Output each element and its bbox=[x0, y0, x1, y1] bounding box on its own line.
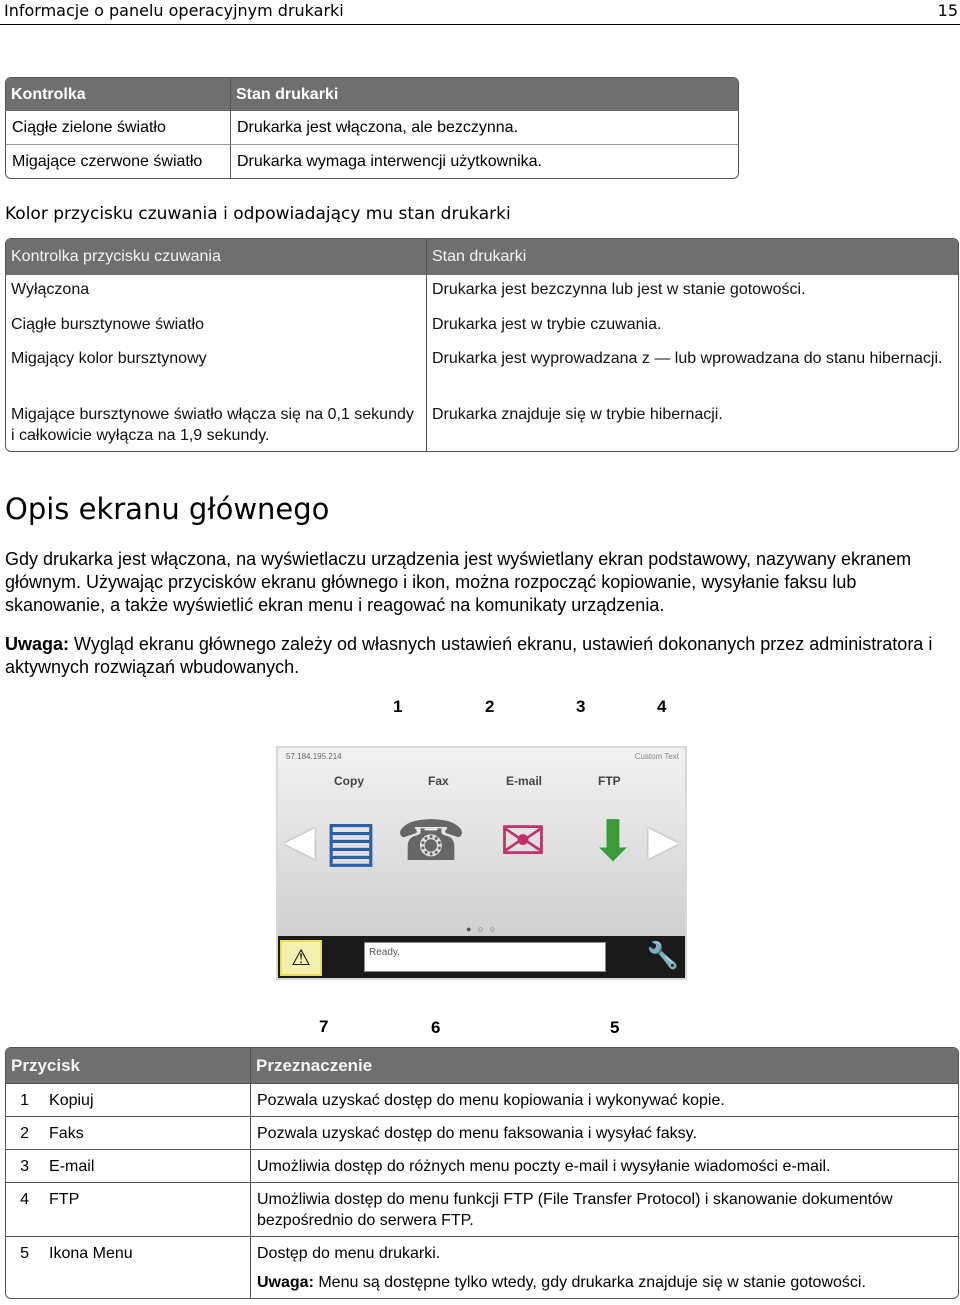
row-name: FTP bbox=[43, 1182, 250, 1236]
fax-label: Fax bbox=[428, 774, 449, 788]
note-text: Menu są dostępne tylko wtedy, gdy drukarka znajduje się w stanie gotowości. bbox=[313, 1274, 866, 1291]
page-indicator: ● ○ ○ bbox=[466, 924, 498, 934]
right-arrow-icon[interactable]: ▶ bbox=[648, 819, 679, 863]
custom-text: Custom Text bbox=[634, 752, 679, 761]
table-header: Stan drukarki bbox=[230, 78, 738, 111]
table-cell: Drukarka wymaga interwencji użytkownika. bbox=[230, 144, 738, 178]
table-row bbox=[6, 1116, 958, 1149]
row-name: Ikona Menu bbox=[43, 1236, 250, 1298]
row-number: 3 bbox=[6, 1149, 43, 1182]
row-desc: Pozwala uzyskać dostęp do menu kopiowania i wykonywać kopie. bbox=[250, 1083, 958, 1116]
email-label: E-mail bbox=[506, 774, 543, 788]
note-label: Uwaga: bbox=[5, 634, 70, 654]
table-row bbox=[6, 1182, 958, 1236]
copy-label: Copy bbox=[334, 774, 364, 788]
section-title-sleep: Kolor przycisku czuwania i odpowiadający mu stan drukarki bbox=[5, 204, 511, 224]
indicator-table bbox=[5, 77, 739, 179]
row-desc-text: Dostęp do menu drukarki. bbox=[257, 1245, 441, 1262]
callout-1: 1 bbox=[393, 697, 403, 716]
buttons-table bbox=[5, 1047, 959, 1299]
note-paragraph bbox=[5, 633, 955, 679]
table-cell: Drukarka jest włączona, ale bezczynna. bbox=[230, 111, 738, 144]
table-cell: Drukarka jest wyprowadzana z — lub wprowadzana do stanu hibernacji. bbox=[426, 345, 958, 401]
wrench-icon[interactable]: 🔧 bbox=[646, 940, 679, 970]
table-row bbox=[6, 1236, 958, 1298]
table-row bbox=[6, 275, 958, 311]
ftp-icon[interactable]: ⬇ bbox=[589, 809, 637, 872]
table-row bbox=[6, 311, 958, 345]
table-cell: Ciągłe bursztynowe światło bbox=[11, 316, 204, 333]
table-header: Przeznaczenie bbox=[250, 1048, 958, 1083]
table-header: Przycisk bbox=[6, 1048, 250, 1083]
table-cell: Migające bursztynowe światło włącza się na 0,1 sekundy i całkowicie wyłącza na 1,9 sekundy. bbox=[11, 406, 414, 444]
row-name: Faks bbox=[43, 1116, 250, 1149]
warning-icon[interactable]: ⚠ bbox=[280, 940, 322, 976]
note-label: Uwaga: bbox=[257, 1274, 314, 1291]
row-note bbox=[257, 1272, 952, 1293]
home-screen-figure bbox=[276, 746, 687, 980]
status-message: Ready. bbox=[364, 942, 606, 972]
note-text: Wygląd ekranu głównego zależy od własnych ustawień ekranu, ustawień dokonanych przez administratora i aktywnych rozwiązań wbudowanych. bbox=[5, 634, 933, 677]
ftp-label: FTP bbox=[598, 774, 621, 788]
intro-paragraph: Gdy drukarka jest włączona, na wyświetlaczu urządzenia jest wyświetlany ekran podstawowy, nazywany ekranem głównym. Używając przycisków ekranu głównego i ikon, można rozpocząć kopiowanie, wysyłanie faksu lub skanowanie, a także wyświetlić ekran menu i reagować na komunikaty urządzenia. bbox=[5, 549, 912, 615]
email-icon[interactable]: ✉ bbox=[499, 809, 547, 872]
section-title-home: Opis ekranu głównego bbox=[5, 492, 330, 526]
callout-2: 2 bbox=[485, 697, 495, 716]
table-cell: Drukarka znajduje się w trybie hibernacji. bbox=[426, 401, 958, 451]
callout-3: 3 bbox=[576, 697, 586, 716]
home-screen bbox=[278, 748, 685, 978]
table-row bbox=[6, 401, 958, 451]
row-desc: Umożliwia dostęp do menu funkcji FTP (File Transfer Protocol) i skanowanie dokumentów bezpośrednio do serwera FTP. bbox=[250, 1182, 958, 1236]
table-row bbox=[6, 144, 738, 178]
row-name: E-mail bbox=[43, 1149, 250, 1182]
header-title: Informacje o panelu operacyjnym drukarki bbox=[4, 1, 344, 20]
callout-4: 4 bbox=[657, 697, 667, 716]
row-desc: Umożliwia dostęp do różnych menu poczty e-mail i wysyłanie wiadomości e-mail. bbox=[250, 1149, 958, 1182]
page-header bbox=[0, 0, 960, 25]
table-cell: Wyłączona bbox=[11, 281, 90, 298]
table-cell: Drukarka jest bezczynna lub jest w stanie gotowości. bbox=[426, 275, 958, 311]
row-number: 1 bbox=[6, 1083, 43, 1116]
table-row bbox=[6, 345, 958, 401]
left-arrow-icon[interactable]: ◀ bbox=[284, 819, 315, 863]
copy-icon[interactable]: ▤ bbox=[324, 809, 378, 872]
row-desc bbox=[250, 1236, 958, 1298]
row-number: 5 bbox=[6, 1236, 43, 1298]
table-header: Kontrolka bbox=[6, 78, 230, 111]
callout-6: 6 bbox=[431, 1018, 441, 1037]
status-bar bbox=[278, 936, 685, 978]
callout-7: 7 bbox=[319, 1017, 329, 1036]
table-header: Kontrolka przycisku czuwania bbox=[6, 239, 426, 275]
table-cell: Ciągłe zielone światło bbox=[12, 118, 166, 136]
table-cell: Migające czerwone światło bbox=[6, 144, 230, 178]
table-header: Stan drukarki bbox=[426, 239, 958, 275]
fax-icon[interactable]: ☎ bbox=[396, 809, 466, 872]
row-name: Kopiuj bbox=[43, 1083, 250, 1116]
row-desc: Pozwala uzyskać dostęp do menu faksowania i wysyłać faksy. bbox=[250, 1116, 958, 1149]
table-cell: Drukarka jest w trybie czuwania. bbox=[426, 311, 958, 345]
table-row bbox=[6, 1149, 958, 1182]
table-row bbox=[6, 1083, 958, 1116]
row-number: 2 bbox=[6, 1116, 43, 1149]
ip-address: 57.184.195.214 bbox=[286, 752, 342, 761]
table-row bbox=[6, 111, 738, 144]
sleep-button-table bbox=[5, 238, 959, 452]
table-cell: Migający kolor bursztynowy bbox=[11, 350, 207, 367]
row-number: 4 bbox=[6, 1182, 43, 1236]
page-number: 15 bbox=[937, 1, 958, 20]
callout-5: 5 bbox=[610, 1018, 620, 1037]
